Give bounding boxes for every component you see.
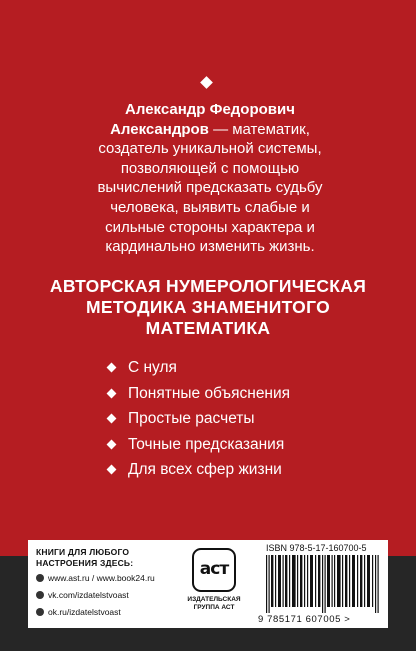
website-link[interactable]: www.ast.ru / www.book24.ru	[48, 573, 155, 583]
diamond-bullet-icon	[107, 465, 117, 475]
diamond-bullet-icon	[107, 439, 117, 449]
barcode-bars	[266, 555, 379, 613]
features-list	[106, 358, 290, 486]
feature-label: Понятные объяснения	[128, 384, 291, 402]
vk-link[interactable]: vk.com/izdatelstvoast	[48, 590, 129, 600]
author-description: — математик, создатель уникальной системы, позволяющей с помощью вычислений предсказать судьбу человека, выявить слабые и сильные стороны характера и кардинально изменить жизнь.	[97, 120, 323, 256]
feature-item	[106, 460, 290, 486]
ok-link[interactable]: ok.ru/izdatelstvoast	[48, 607, 121, 617]
publisher-panel	[28, 540, 388, 628]
method-title: АВТОРСКАЯ НУМЕРОЛОГИЧЕСКАЯ МЕТОДИКА ЗНАМЕНИТОГО МАТЕМАТИКА	[49, 276, 367, 338]
feature-item	[106, 358, 290, 384]
feature-label: С нуля	[128, 359, 177, 376]
ok-link-row	[36, 607, 121, 618]
vk-link-row	[36, 590, 129, 601]
website-link-row	[36, 573, 155, 584]
vk-icon	[36, 591, 44, 599]
feature-label: Простые расчеты	[128, 410, 255, 427]
diamond-bullet-icon	[107, 414, 117, 424]
ast-logo-text: аст	[199, 559, 229, 579]
globe-icon	[36, 574, 44, 582]
author-bio	[88, 100, 332, 257]
ok-icon	[36, 608, 44, 616]
ast-logo	[192, 548, 236, 592]
author-name: Александр Федорович Александров	[110, 101, 295, 138]
diamond-bullet-icon	[107, 363, 117, 373]
diamond-icon	[200, 76, 213, 89]
isbn: ISBN 978-5-17-160700-5	[266, 543, 367, 553]
feature-label: Точные предсказания	[128, 435, 285, 453]
barcode	[264, 555, 384, 613]
feature-label: Для всех сфер жизни	[128, 461, 282, 478]
feature-item	[106, 384, 290, 410]
books-heading: КНИГИ ДЛЯ ЛЮБОГО НАСТРОЕНИЯ ЗДЕСЬ:	[36, 547, 134, 568]
publisher-name: ИЗДАТЕЛЬСКАЯ ГРУППА АСТ	[187, 596, 241, 611]
diamond-bullet-icon	[107, 388, 117, 398]
feature-item	[106, 435, 290, 461]
feature-item	[106, 409, 290, 435]
barcode-digits: 9 785171 607005 >	[258, 614, 351, 625]
